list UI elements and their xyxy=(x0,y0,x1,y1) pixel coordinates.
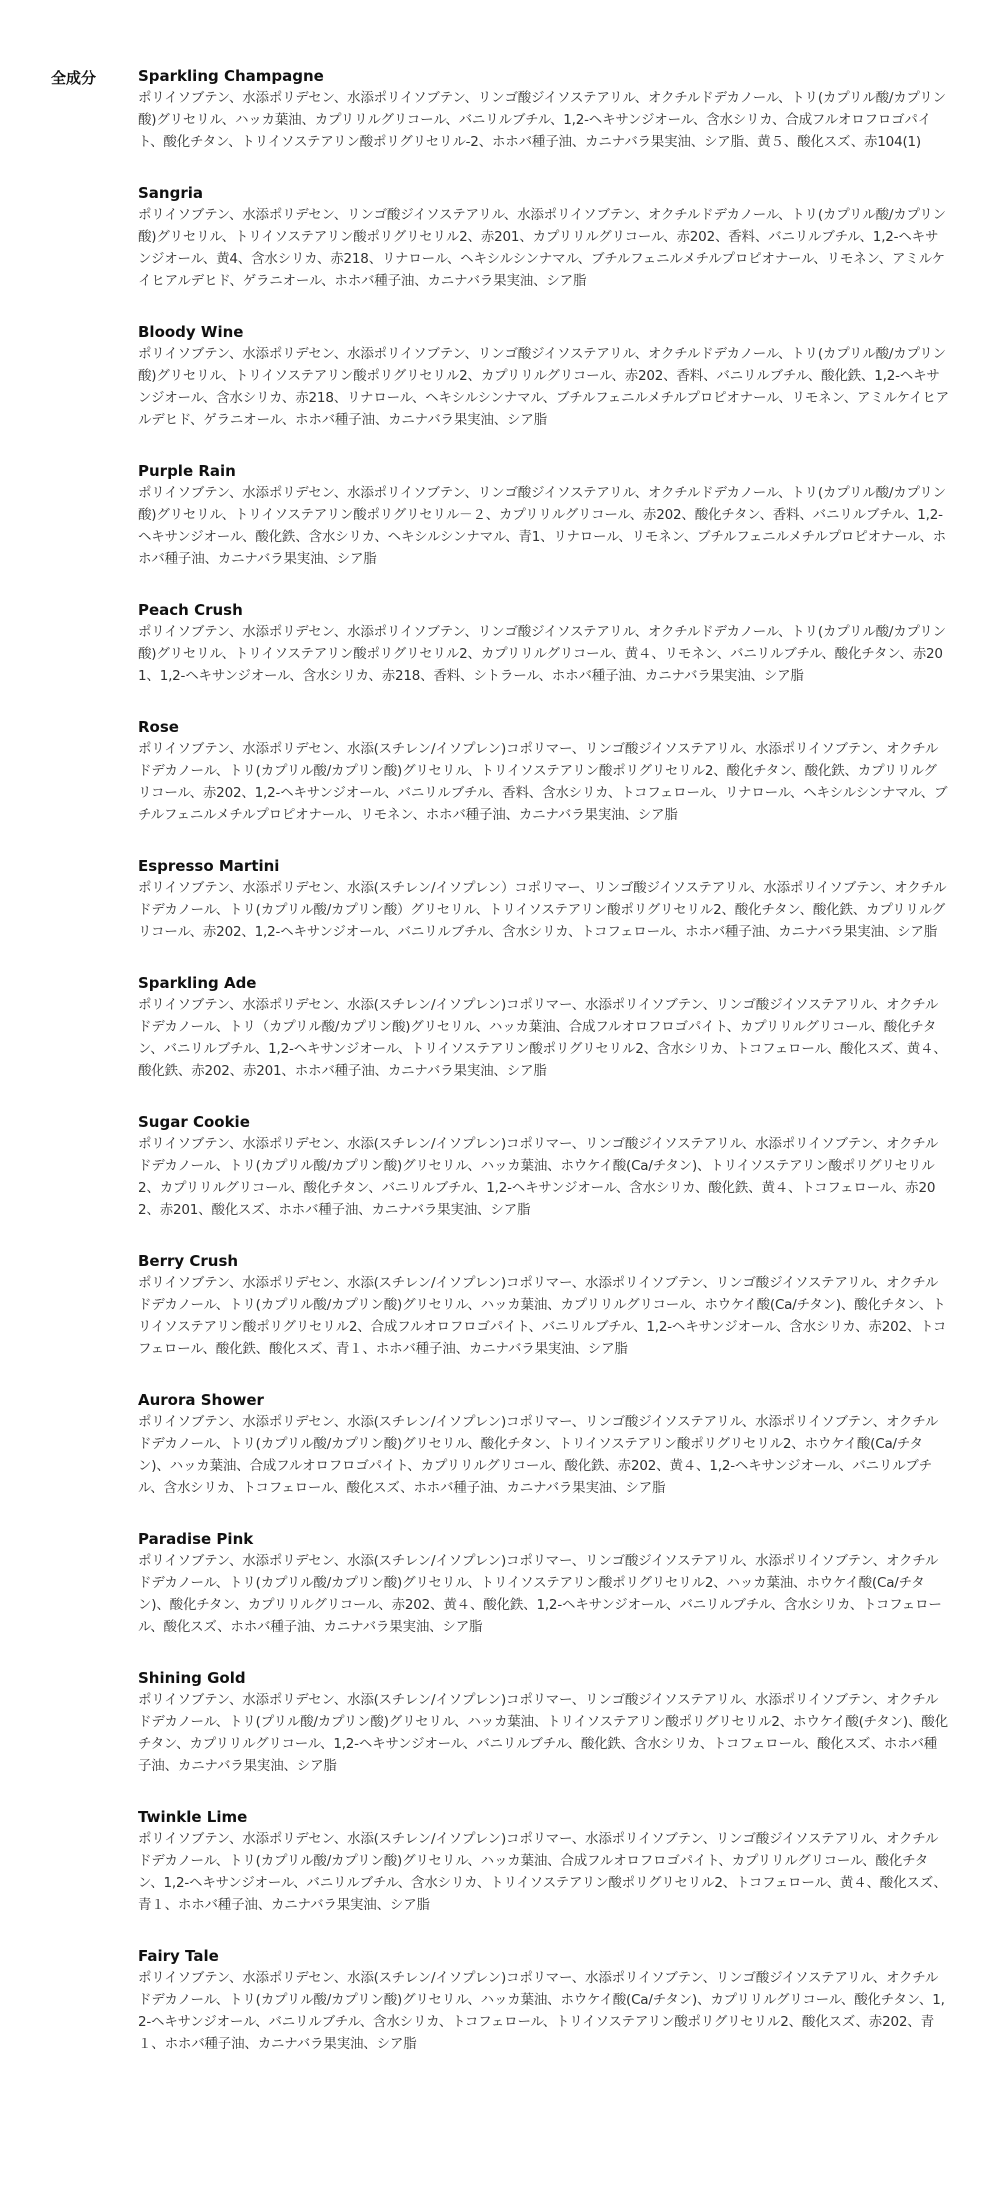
product-item xyxy=(138,1807,950,1916)
product-item xyxy=(138,717,950,826)
product-ingredients: ポリイソブテン、水添ポリデセン、水添ポリイソブテン、リンゴ酸ジイソステアリル、オクチルドデカノール、トリ(カプリル酸/カプリン酸)グリセリル、トリイソステアリン酸ポリグリセリル2、カプリリルグリコール、赤202、香料、バニリルブチル、酸化鉄、1,2-ヘキサンジオール、含水シリカ、赤218、リナロール、ヘキシルシンナマル、ブチルフェニルメチルプロピオナール、リモネン、アミルケイヒアルデヒド、ゲラニオール、ホホバ種子油、カニナバラ果実油、シア脂 xyxy=(138,346,949,428)
product-name: Paradise Pink xyxy=(138,1530,254,1548)
product-ingredients: ポリイソブテン、水添ポリデセン、水添(スチレン/イソプレン)コポリマー、水添ポリイソブテン、リンゴ酸ジイソステアリル、オクチルドデカノール、トリ(カプリル酸/カプリン酸)グリセリル、ハッカ葉油、合成フルオロフロゴパイト、カプリリルグリコール、酸化チタン、1,2-ヘキサンジオール、バニリルブチル、含水シリカ、トリイソステアリン酸ポリグリセリル2、トコフェロール、黄４、酸化スズ、青１、ホホバ種子油、カニナバラ果実油、シア脂 xyxy=(138,1831,947,1913)
product-name: Peach Crush xyxy=(138,601,243,619)
product-ingredients: ポリイソブテン、水添ポリデセン、水添(スチレン/イソプレン)コポリマー、リンゴ酸ジイソステアリル、水添ポリイソブテン、オクチルドデカノール、トリ(カプリル酸/カプリン酸)グリセリル、ハッカ葉油、ホウケイ酸(Ca/チタン)、トリイソステアリン酸ポリグリセリル2、カプリリルグリコール、酸化チタン、バニリルブチル、1,2-ヘキサンジオール、含水シリカ、酸化鉄、黄４、トコフェロール、赤202、赤201、酸化スズ、ホホバ種子油、カニナバラ果実油、シア脂 xyxy=(138,1136,939,1218)
product-item xyxy=(138,1390,950,1499)
product-name: Sangria xyxy=(138,184,204,202)
product-name: Espresso Martini xyxy=(138,857,280,875)
section-label: 全成分 xyxy=(51,69,97,87)
product-name: Shining Gold xyxy=(138,1669,246,1687)
product-ingredients: ポリイソブテン、水添ポリデセン、水添(スチレン/イソプレン)コポリマー、リンゴ酸ジイソステアリル、水添ポリイソブテン、オクチルドデカノール、トリ(カプリル酸/カプリン酸)グリセリル、トリイソステアリン酸ポリグリセリル2、ハッカ葉油、ホウケイ酸(Ca/チタン)、酸化チタン、カプリリルグリコール、赤202、黄４、酸化鉄、1,2-ヘキサンジオール、バニリルブチル、含水シリカ、トコフェロール、酸化スズ、ホホバ種子油、カニナバラ果実油、シア脂 xyxy=(138,1553,942,1635)
product-name: Aurora Shower xyxy=(138,1391,264,1409)
product-name: Sugar Cookie xyxy=(138,1113,250,1131)
product-ingredients: ポリイソブテン、水添ポリデセン、水添ポリイソブテン、リンゴ酸ジイソステアリル、オクチルドデカノール、トリ(カプリル酸/カプリン酸)グリセリル、トリイソステアリン酸ポリグリセリル－２、カプリリルグリコール、赤202、酸化チタン、香料、バニリルブチル、1,2-ヘキサンジオール、酸化鉄、含水シリカ、ヘキシルシンナマル、青1、リナロール、リモネン、ブチルフェニルメチルプロピオナール、ホホバ種子油、カニナバラ果実油、シア脂 xyxy=(138,485,946,567)
product-item xyxy=(138,856,950,943)
product-ingredients: ポリイソブテン、水添ポリデセン、水添ポリイソブテン、リンゴ酸ジイソステアリル、オクチルドデカノール、トリ(カプリル酸/カプリン酸)グリセリル、ハッカ葉油、カプリリルグリコール、バニリルブチル、1,2-ヘキサンジオール、含水シリカ、合成フルオロフロゴパイト、酸化チタン、トリイソステアリン酸ポリグリセリル-2、ホホバ種子油、カニナバラ果実油、シア脂、黄５、酸化スズ、赤104(1) xyxy=(138,90,946,150)
product-item xyxy=(138,1251,950,1360)
product-ingredients: ポリイソブテン、水添ポリデセン、水添(スチレン/イソプレン)コポリマー、水添ポリイソブテン、リンゴ酸ジイソステアリル、オクチルドデカノール、トリ（カプリル酸/カプリン酸)グリセリル、ハッカ葉油、合成フルオロフロゴパイト、カプリリルグリコール、酸化チタン、バニリルブチル、1,2-ヘキサンジオール、トリイソステアリン酸ポリグリセリル2、含水シリカ、トコフェロール、酸化スズ、黄４、酸化鉄、赤202、赤201、ホホバ種子油、カニナバラ果実油、シア脂 xyxy=(138,997,947,1079)
product-list xyxy=(138,66,950,2085)
product-ingredients: ポリイソブテン、水添ポリデセン、水添(スチレン/イソプレン)コポリマー、水添ポリイソブテン、リンゴ酸ジイソステアリル、オクチルドデカノール、トリ(カプリル酸/カプリン酸)グリセリル、ハッカ葉油、ホウケイ酸(Ca/チタン)、カプリリルグリコール、酸化チタン、1,2-ヘキサンジオール、バニリルブチル、含水シリカ、トコフェロール、トリイソステアリン酸ポリグリセリル2、酸化スズ、赤202、青１、ホホバ種子油、カニナバラ果実油、シア脂 xyxy=(138,1970,945,2052)
product-name: Twinkle Lime xyxy=(138,1808,248,1826)
product-name: Sparkling Champagne xyxy=(138,67,324,85)
product-name: Fairy Tale xyxy=(138,1947,219,1965)
product-ingredients: ポリイソブテン、水添ポリデセン、水添(スチレン/イソプレン)コポリマー、リンゴ酸ジイソステアリル、水添ポリイソブテン、オクチルドデカノール、トリ(カプリル酸/カプリン酸)グリセリル、酸化チタン、トリイソステアリン酸ポリグリセリル2、ホウケイ酸(Ca/チタン)、ハッカ葉油、合成フルオロフロゴパイト、カプリリルグリコール、酸化鉄、赤202、黄４、1,2-ヘキサンジオール、バニリルブチル、含水シリカ、トコフェロール、酸化スズ、ホホバ種子油、カニナバラ果実油、シア脂 xyxy=(138,1414,939,1496)
product-name: Purple Rain xyxy=(138,462,236,480)
product-name: Rose xyxy=(138,718,179,736)
product-item xyxy=(138,66,950,153)
product-ingredients: ポリイソブテン、水添ポリデセン、水添(スチレン/イソプレン)コポリマー、水添ポリイソブテン、リンゴ酸ジイソステアリル、オクチルドデカノール、トリ(カプリル酸/カプリン酸)グリセリル、ハッカ葉油、カプリリルグリコール、ホウケイ酸(Ca/チタン)、酸化チタン、トリイソステアリン酸ポリグリセリル2、合成フルオロフロゴパイト、バニリルブチル、1,2-ヘキサンジオール、含水シリカ、赤202、トコフェロール、酸化鉄、酸化スズ、青１、ホホバ種子油、カニナバラ果実油、シア脂 xyxy=(138,1275,947,1357)
product-item xyxy=(138,1668,950,1777)
product-name: Sparkling Ade xyxy=(138,974,257,992)
product-item xyxy=(138,973,950,1082)
product-ingredients: ポリイソブテン、水添ポリデセン、水添(スチレン/イソプレン)コポリマー、リンゴ酸ジイソステアリル、水添ポリイソブテン、オクチルドデカノール、トリ(カプリル酸/カプリン酸)グリセリル、トリイソステアリン酸ポリグリセリル2、酸化チタン、酸化鉄、カプリリルグリコール、赤202、1,2-ヘキサンジオール、バニリルブチル、香料、含水シリカ、トコフェロール、リナロール、ヘキシルシンナマル、ブチルフェニルメチルプロピオナール、リモネン、ホホバ種子油、カニナバラ果実油、シア脂 xyxy=(138,741,948,823)
product-name: Bloody Wine xyxy=(138,323,244,341)
product-item xyxy=(138,322,950,431)
product-ingredients: ポリイソブテン、水添ポリデセン、リンゴ酸ジイソステアリル、水添ポリイソブテン、オクチルドデカノール、トリ(カプリル酸/カプリン酸)グリセリル、トリイソステアリン酸ポリグリセリル2、赤201、カプリリルグリコール、赤202、香料、バニリルブチル、1,2-ヘキサンジオール、黄4、含水シリカ、赤218、リナロール、ヘキシルシンナマル、ブチルフェニルメチルプロピオナール、リモネン、アミルケイヒアルデヒド、ゲラニオール、ホホバ種子油、カニナバラ果実油、シア脂 xyxy=(138,207,946,289)
product-ingredients: ポリイソブテン、水添ポリデセン、水添(スチレン/イソプレン)コポリマー、リンゴ酸ジイソステアリル、水添ポリイソブテン、オクチルドデカノール、トリ(プリル酸/カプリン酸)グリセリル、ハッカ葉油、トリイソステアリン酸ポリグリセリル2、ホウケイ酸(チタン)、酸化チタン、カプリリルグリコール、1,2-ヘキサンジオール、バニリルブチル、酸化鉄、含水シリカ、トコフェロール、酸化スズ、ホホバ種子油、カニナバラ果実油、シア脂 xyxy=(138,1692,948,1774)
product-item xyxy=(138,600,950,687)
product-name: Berry Crush xyxy=(138,1252,239,1270)
product-item xyxy=(138,1112,950,1221)
product-item xyxy=(138,461,950,570)
product-item xyxy=(138,1946,950,2055)
product-item xyxy=(138,183,950,292)
product-ingredients: ポリイソブテン、水添ポリデセン、水添(スチレン/イソプレン）コポリマー、リンゴ酸ジイソステアリル、水添ポリイソブテン、オクチルドデカノール、トリ(カプリル酸/カプリン酸）グリセリル、トリイソステアリン酸ポリグリセリル2、酸化チタン、酸化鉄、カプリリルグリコール、赤202、1,2-ヘキサンジオール、バニリルブチル、含水シリカ、トコフェロール、ホホバ種子油、カニナバラ果実油、シア脂 xyxy=(138,880,947,940)
product-ingredients: ポリイソブテン、水添ポリデセン、水添ポリイソブテン、リンゴ酸ジイソステアリル、オクチルドデカノール、トリ(カプリル酸/カプリン酸)グリセリル、トリイソステアリン酸ポリグリセリル2、カプリリルグリコール、黄４、リモネン、バニリルブチル、酸化チタン、赤201、1,2-ヘキサンジオール、含水シリカ、赤218、香料、シトラール、ホホバ種子油、カニナバラ果実油、シア脂 xyxy=(138,624,946,684)
product-item xyxy=(138,1529,950,1638)
